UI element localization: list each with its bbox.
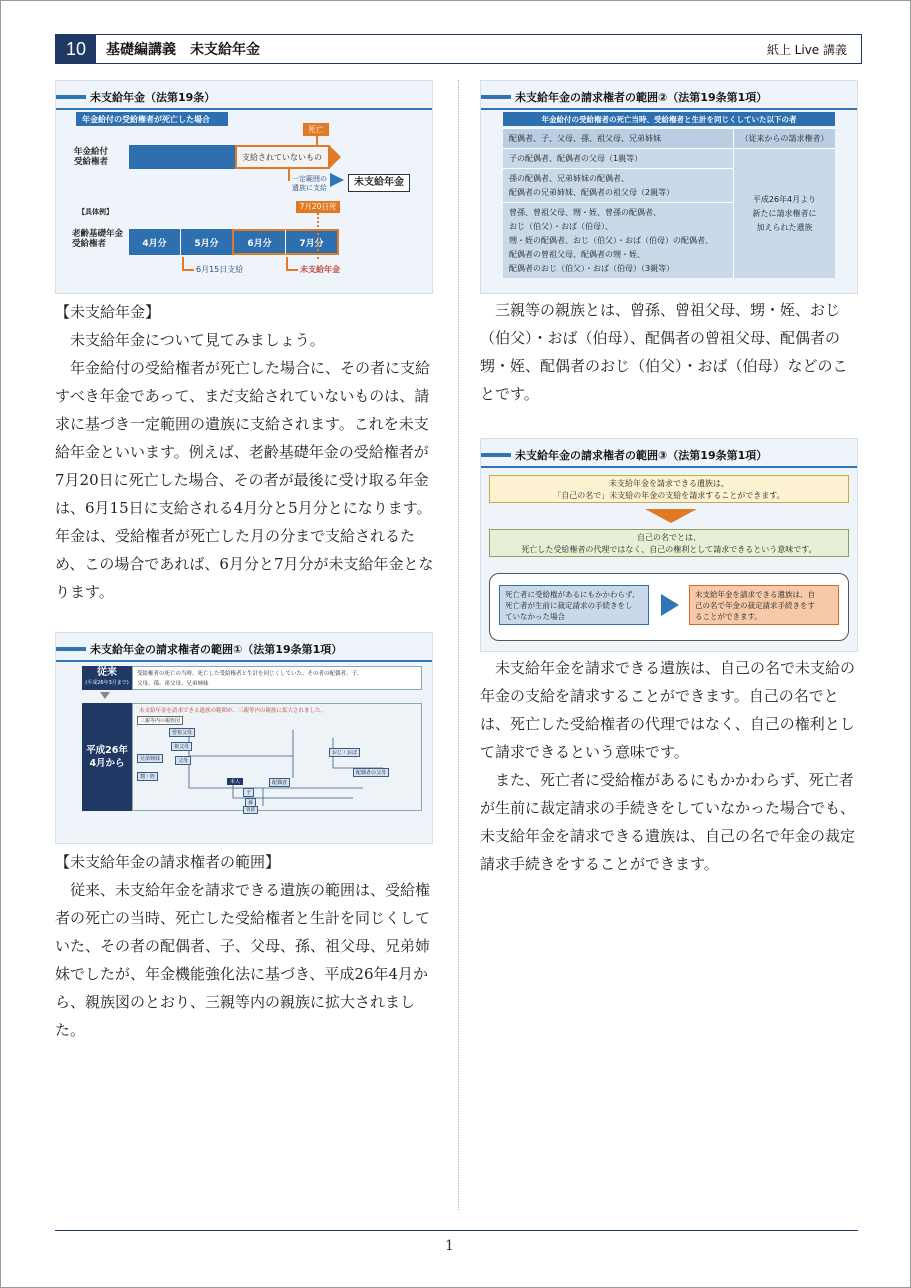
case-line: 死亡者が生前に裁定請求の手続きをし bbox=[505, 601, 633, 610]
month-4: 4月分 bbox=[129, 229, 181, 255]
row-3rd-line: おじ（伯父）・おば（伯母）、 bbox=[509, 222, 613, 231]
paragraph: 三親等の親族とは、曾孫、曾祖父母、甥・姪、おじ（伯父）・おば（伯母）、配偶者の曾祖父母、配偶者の甥・姪、配偶者のおじ（伯父）・おば（伯母）などのことです。 bbox=[480, 301, 848, 403]
section-own-name bbox=[480, 654, 858, 878]
paragraph: 未支給年金を請求できる遺族は、自己の名で未支給の年金の支給を請求することができます。自己の名でとは、死亡した受給権者の代理ではなく、自己の権利として請求できるという意味です。 bbox=[480, 659, 856, 761]
result-line: 己の名で年金の裁定請求手続きをす bbox=[695, 601, 815, 610]
section-third-degree bbox=[480, 296, 858, 408]
recipient-label bbox=[74, 147, 108, 167]
paid-bracket bbox=[182, 257, 194, 271]
header-title: 基礎編講義 未支給年金 bbox=[106, 42, 260, 58]
row-3rd-line: 配偶者のおじ（伯父）・おば（伯母）（3親等） bbox=[509, 264, 675, 273]
new-claimant-note bbox=[733, 148, 835, 278]
claimant-table bbox=[503, 128, 835, 278]
result-box bbox=[689, 585, 839, 625]
death-line-2 bbox=[317, 213, 320, 259]
new-note-line: 新たに請求権者に bbox=[752, 208, 817, 218]
new-text: 未支給年金を請求できる遺族の範囲が、三親等内の親族に拡大されました。 bbox=[139, 708, 327, 714]
slide-banner: 年金給付の受給権者の死亡当時、受給権者と生計を同じくしていた以下の者 bbox=[503, 112, 835, 126]
row-original-note: （従来からの請求権者） bbox=[733, 128, 835, 148]
tree-node: 祖父母 bbox=[171, 742, 192, 751]
unpaid-bar-tip bbox=[329, 145, 341, 169]
paragraph: 年金給付の受給権者が死亡した場合に、その者に支給すべき年金であって、まだ支給されていないものは、請求に基づき一定範囲の遺族に支給されます。これを未支給年金といいます。例えば、老齢基礎年金の受給権者が7月20日に死亡した場合、その者が最後に受け取る年金は、6月15日に支給される4月分と5月分とになります。年金は、受給権者が死亡した月の分まで支給されるため、この場合であれば、6月分と7月分が未支給年金となります。 bbox=[55, 359, 434, 601]
column-divider bbox=[458, 80, 460, 1210]
new-rows bbox=[503, 148, 733, 278]
tree-node: おじ・おば bbox=[329, 748, 360, 757]
slide-claimant-range-3 bbox=[480, 438, 858, 652]
new-label bbox=[82, 703, 132, 811]
section-heading: 【未支給年金の請求権者の範囲】 bbox=[55, 853, 281, 871]
slide-title: 未支給年金の請求権者の範囲①（法第19条第1項） bbox=[56, 641, 342, 657]
title-rule bbox=[56, 108, 432, 110]
slide-title: 未支給年金（法第19条） bbox=[56, 89, 215, 105]
old-label-main: 従来 bbox=[97, 667, 117, 678]
down-arrow-icon bbox=[645, 509, 697, 523]
new-label-line2: 4月から bbox=[89, 758, 125, 769]
section-heading: 【未支給年金】 bbox=[55, 303, 161, 321]
own-name-box bbox=[489, 475, 849, 503]
page-header bbox=[55, 34, 862, 64]
example-label: 【具体例】 bbox=[78, 208, 113, 216]
family-note bbox=[292, 175, 327, 193]
paid-note: 6月15日支給 bbox=[196, 265, 244, 274]
chapter-number: 10 bbox=[56, 35, 96, 63]
title-rule bbox=[481, 108, 857, 110]
tree-node: 兄弟姉妹 bbox=[137, 754, 163, 763]
tree-node: 本人 bbox=[227, 778, 243, 785]
row-original: 配偶者、子、父母、孫、祖父母、兄弟姉妹 bbox=[503, 128, 733, 148]
row-2nd-degree bbox=[503, 168, 733, 202]
paragraph: また、死亡者に受給権があるにもかかわらず、死亡者が生前に裁定請求の手続きをしていなかった場合でも、未支給年金を請求できる遺族は、自己の名で年金の裁定請求手続きをすることができます。 bbox=[480, 771, 856, 873]
received-bar bbox=[129, 145, 235, 169]
title-rule bbox=[56, 660, 432, 662]
elderly-label-line2: 受給権者 bbox=[72, 239, 107, 249]
paragraph: 未支給年金について見てみましょう。 bbox=[70, 331, 325, 349]
slide-claimant-range-2 bbox=[480, 80, 858, 294]
new-note-line: 加えられた遺族 bbox=[756, 222, 813, 232]
slide-claimant-range-1 bbox=[55, 632, 433, 844]
table-row bbox=[503, 128, 835, 148]
death-tag: 死亡 bbox=[303, 123, 329, 136]
tree-node: 配偶者 bbox=[269, 778, 290, 787]
unpaid-result-box: 未支給年金 bbox=[348, 174, 410, 192]
tree-node: 曾祖父母 bbox=[169, 728, 195, 737]
page-number: 1 bbox=[445, 1238, 454, 1254]
old-label-sub: (平成26年3月まで) bbox=[85, 680, 129, 686]
death-line bbox=[316, 136, 318, 146]
family-line bbox=[288, 169, 290, 181]
meaning-line: 死亡した受給権者の代理ではなく、自己の権利として請求できるという意味です。 bbox=[521, 545, 817, 554]
unpaid-note: 未支給年金 bbox=[300, 265, 340, 274]
arrow-right-icon bbox=[330, 173, 344, 187]
own-name-meaning-box bbox=[489, 529, 849, 557]
footer-rule bbox=[55, 1230, 858, 1231]
own-name-line: 「自己の名で」未支給の年金の支給を請求することができます。 bbox=[553, 491, 785, 500]
new-note-line: 平成26年4月より bbox=[752, 194, 817, 204]
section-claimant-range bbox=[55, 848, 435, 1044]
family-note-line1: 一定範囲の bbox=[292, 175, 327, 183]
month-5: 5月分 bbox=[181, 229, 232, 255]
slide-title: 未支給年金の請求権者の範囲③（法第19条第1項） bbox=[481, 447, 767, 463]
old-label bbox=[82, 666, 132, 690]
tree-node: 配偶者の父母 bbox=[353, 768, 389, 777]
elderly-label bbox=[72, 229, 123, 249]
row-3rd-line: 甥・姪の配偶者、おじ（伯父）・おば（伯母）の配偶者、 bbox=[509, 236, 713, 245]
family-note-line2: 遺族に支給 bbox=[292, 184, 327, 192]
tree-node: 甥・姪 bbox=[137, 772, 158, 781]
section-unpaid-pension bbox=[55, 298, 435, 606]
row-3rd-line: 配偶者の曾祖父母、配偶者の甥・姪、 bbox=[509, 250, 645, 259]
month-6: 6月分 bbox=[232, 229, 286, 255]
old-text bbox=[132, 666, 422, 690]
tree-node: 子 bbox=[243, 788, 254, 797]
old-text-line1: 受給権者の死亡の当時、死亡した受給権者と生計を同じくしていた、その者の配偶者、子、 bbox=[137, 671, 363, 677]
new-label-line1: 平成26年 bbox=[86, 745, 128, 756]
death-date-tag: 7月20日死亡 bbox=[296, 201, 340, 213]
row-2nd-line: 配偶者の兄弟姉妹、配偶者の祖父母（2親等） bbox=[509, 188, 675, 197]
row-3rd-degree bbox=[503, 202, 733, 278]
title-rule bbox=[481, 466, 857, 468]
case-box bbox=[499, 585, 649, 625]
elderly-label-line1: 老齢基礎年金 bbox=[72, 229, 124, 239]
unpaid-bar bbox=[235, 145, 330, 169]
own-name-line: 未支給年金を請求できる遺族は、 bbox=[609, 479, 729, 488]
tree-node: 曾孫 bbox=[243, 806, 258, 814]
case-line: ていなかった場合 bbox=[505, 612, 565, 621]
old-text-line2: 父母、孫、祖父母、兄弟姉妹 bbox=[137, 681, 209, 687]
header-series: 紙上 Live 講義 bbox=[766, 42, 847, 57]
unpaid-bracket bbox=[286, 257, 298, 271]
meaning-line: 自己の名でとは、 bbox=[637, 533, 701, 542]
row-1st-degree: 子の配偶者、配偶者の父母（1親等） bbox=[503, 148, 733, 168]
tree-node: 父母 bbox=[175, 756, 191, 765]
tree-legend: 三親等内の親族図 bbox=[137, 716, 183, 725]
row-3rd-line: 曾孫、曾祖父母、甥・姪、曾孫の配偶者、 bbox=[509, 208, 661, 217]
recipient-label-line1: 年金給付 bbox=[74, 147, 109, 157]
slide-unpaid-pension bbox=[55, 80, 433, 294]
unpaid-text: 支給されていないもの bbox=[242, 152, 322, 162]
tree-node: 孫 bbox=[245, 798, 256, 807]
month-bar bbox=[129, 229, 339, 255]
slide-banner: 年金給付の受給権者が死亡した場合 bbox=[76, 112, 228, 126]
table-row bbox=[503, 148, 835, 278]
new-content bbox=[132, 703, 422, 811]
paragraph: 従来、未支給年金を請求できる遺族の範囲は、受給権者の死亡の当時、死亡した受給権者と生計を同じくしていた、その者の配偶者、子、父母、孫、祖父母、兄弟姉妹でしたが、年金機能強化法に基づき、平成26年4月から、親族図のとおり、三親等内の親族に拡大されました。 bbox=[55, 881, 431, 1039]
slide-title: 未支給年金の請求権者の範囲②（法第19条第1項） bbox=[481, 89, 767, 105]
arrow-right-icon bbox=[661, 594, 679, 616]
recipient-label-line2: 受給権者 bbox=[74, 157, 109, 167]
case-line: 死亡者に受給権があるにもかかわらず、 bbox=[505, 590, 640, 599]
month-7: 7月分 bbox=[286, 229, 339, 255]
result-line: 未支給年金を請求できる遺族は、自 bbox=[695, 590, 815, 599]
result-line: ることができます。 bbox=[695, 612, 762, 621]
row-2nd-line: 孫の配偶者、兄弟姉妹の配偶者、 bbox=[509, 174, 629, 183]
down-arrow-icon bbox=[100, 692, 110, 699]
